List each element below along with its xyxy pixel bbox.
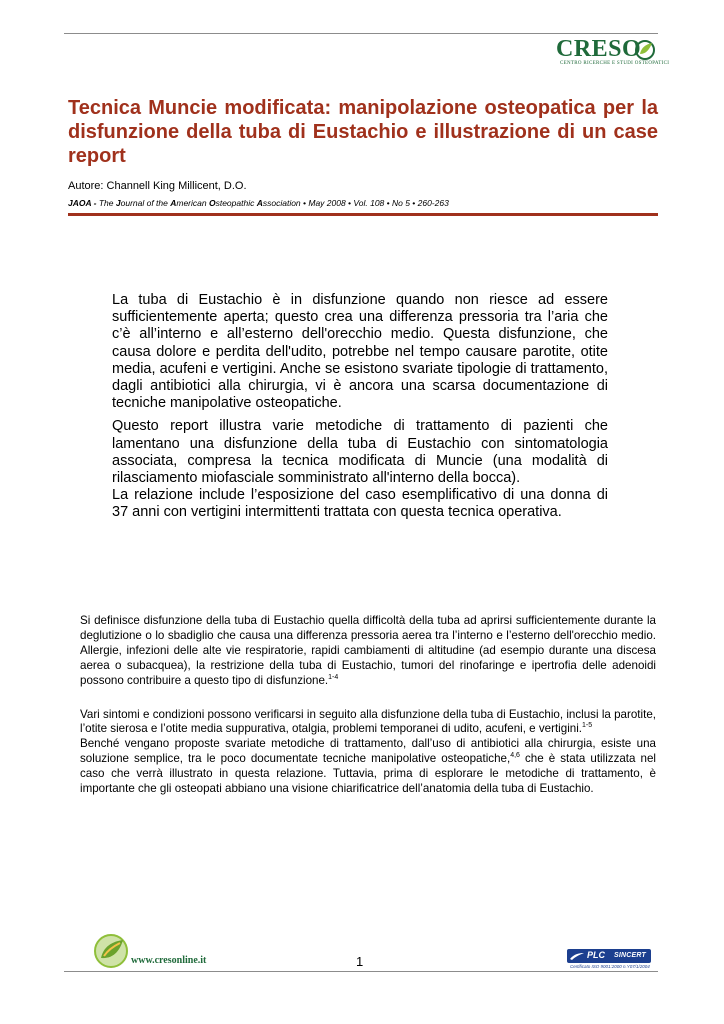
- abstract-paragraph: La relazione include l’esposizione del caso esemplificativo di una donna di 37 anni con vertigini intermittenti trattata con questa tecnica operativa.: [112, 487, 608, 521]
- journal-name-part: The: [98, 198, 116, 208]
- article-title: Tecnica Muncie modificata: manipolazione osteopatica per la disfunzione della tuba di Eustachio e illustrazione di un case report: [68, 97, 658, 167]
- cert-label-plc: PLC: [587, 950, 605, 960]
- journal-initial: A: [256, 198, 263, 208]
- certification-badge: [567, 949, 651, 973]
- reference-superscript: 1-4: [328, 673, 339, 681]
- journal-name-part: steopathic: [215, 198, 257, 208]
- journal-initial: J: [115, 198, 121, 208]
- journal-initial: A: [170, 198, 177, 208]
- body-paragraph: Vari sintomi e condizioni possono verificarsi in seguito alla disfunzione della tuba di Eustachio, inclusi la parotite, l’otite sierosa e l’otite media suppurativa, otalgia, problemi temporanei di udito, acufeni, e vertigini.$^{1-5}$: [80, 707, 656, 736]
- header-rule: [64, 33, 658, 34]
- logo-tagline: CENTRO RICERCHE E STUDI OSTEOPATICI: [560, 61, 670, 66]
- cert-label-sincert: SINCERT: [614, 952, 646, 959]
- abstract-paragraph: La tuba di Eustachio è in disfunzione quando non riesce ad essere sufficientemente aperta; questo crea una differenza pressoria tra l’aria che c’è all’interno e all’esterno dell'orecchio medio. Questa disfunzione, che causa dolore e perdita dell'udito, potrebbe nel tempo causare parotite, otite media, acufeni e vertigini. Anche se esistono svariate tipologie di trattamento, dagli antibiotici alla chirurgia, vi è ancora una scarsa documentazione di tecniche manipolative osteopatiche.: [112, 292, 608, 412]
- cert-text: Certificato ISO 9001:2000 n.Y07/1/2004: [570, 964, 650, 969]
- reference-superscript: 1-5: [582, 722, 593, 730]
- journal-name-part: ssociation: [262, 198, 301, 208]
- creso-logo: [556, 36, 670, 70]
- cert-banner: [567, 949, 651, 963]
- journal-name: [99, 198, 301, 208]
- journal-initial: O: [208, 198, 216, 208]
- reference-superscript: 4,6: [510, 752, 520, 760]
- journal-details: • May 2008 • Vol. 108 • No 5 • 260-263: [300, 198, 449, 208]
- logo-text: CRESO: [556, 36, 642, 62]
- journal-citation: [68, 197, 449, 209]
- body-paragraph: Si definisce disfunzione della tuba di Eustachio quella difficoltà della tuba ad aprirsi sufficientemente durante la deglutizione o lo sbadiglio che causa una differenza pressoria aerea tra l’interno e l’esterno dell'orecchio medio. Allergie, infezioni delle alte vie respiratorie, rapidi cambiamenti di altitudine (ad esempio durante una discesa aerea o subacquea), la restrizione della tuba di Eustachio, tumori del rinofaringe e ipertrofia delle adenoidi possono contribuire a questo tipo di disfunzione.$^{1-4}$: [80, 614, 656, 687]
- journal-name-part: ournal of the: [120, 198, 171, 208]
- journal-name-part: merican: [176, 198, 209, 208]
- page-number: 1: [356, 954, 364, 969]
- title-rule: [68, 213, 658, 216]
- abstract-paragraph: Questo report illustra varie metodiche di trattamento di pazienti che lamentano una disfunzione della tuba di Eustachio con sintomatologia associata, compresa la tecnica modificata di Muncie (una modalità di rilasciamento miofasciale somministrato all'interno della bocca).: [112, 418, 608, 487]
- body-text: [80, 614, 656, 797]
- journal-abbreviation: JAOA -: [68, 198, 99, 208]
- abstract: [112, 292, 608, 522]
- author-line: Autore: Channell King Millicent, D.O.: [68, 180, 247, 192]
- website-link[interactable]: www.cresonline.it: [131, 955, 207, 966]
- cert-swoosh-icon: [570, 952, 584, 960]
- body-paragraph: Benché vengano proposte svariate metodiche di trattamento, dall’uso di antibiotici alla chirurgia, esiste una soluzione semplice, tra le poco documentate tecniche manipolative osteopatiche,$^{4,6}$ che è stata utilizzata nel caso che verrà illustrato in questa relazione. Tuttavia, prima di esplorare le metodiche di trattamento, è importante che gli osteopati abbiano una visione chiarificatrice dell’anatomia della tuba di Eustachio.: [80, 737, 656, 796]
- creso-globe-icon: [92, 932, 130, 970]
- creso-leaf-icon: [634, 39, 656, 61]
